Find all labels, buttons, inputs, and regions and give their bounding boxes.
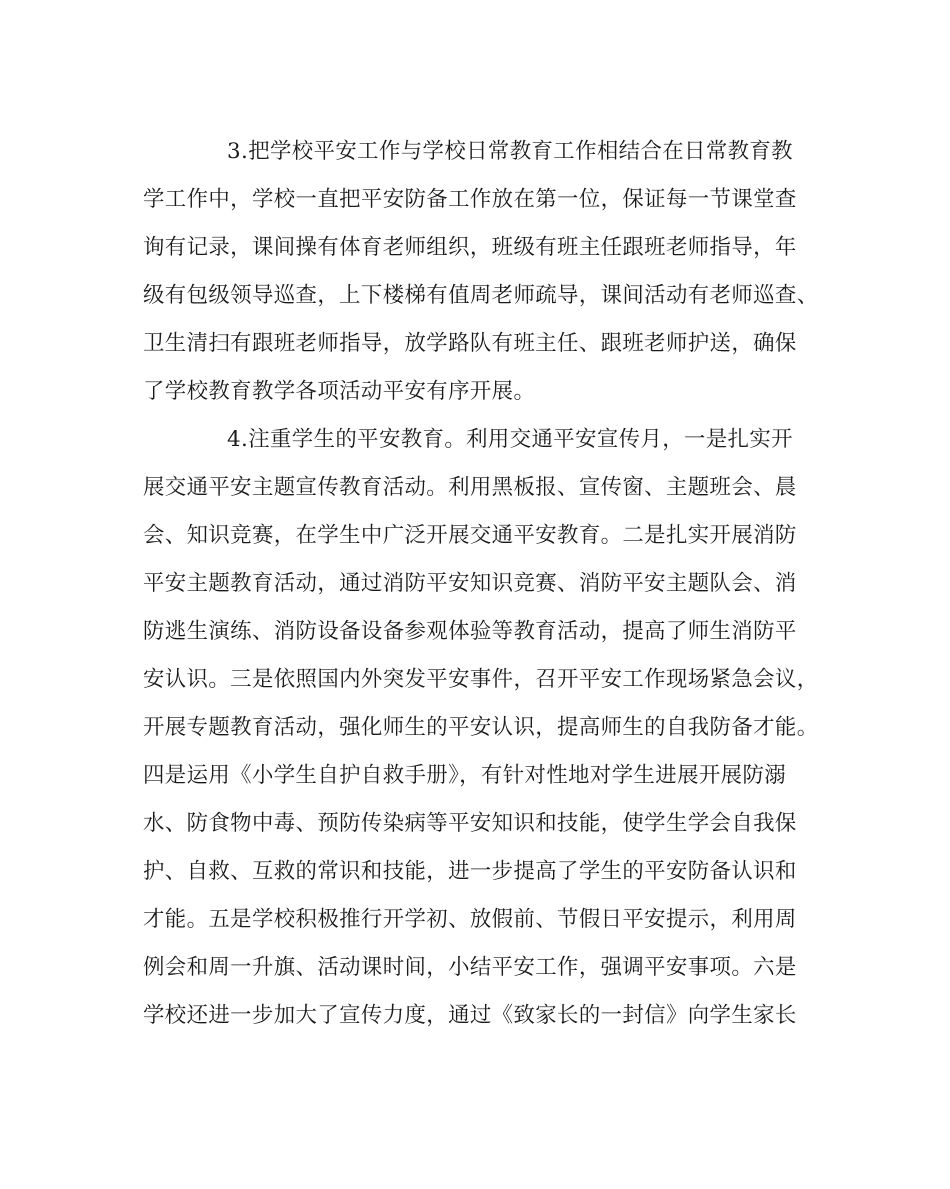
paragraph-3-line: 了学校教育教学各项活动平安有序开展。 <box>143 379 536 404</box>
paragraph-4-line: 防逃生演练、消防设备设备参观体验等教育活动，提高了师生消防平 <box>143 619 797 644</box>
paragraph-3-line: 学工作中，学校一直把平安防备工作放在第一位，保证每一节课堂查 <box>143 187 797 212</box>
paragraph-3-line: 询有记录，课间操有体育老师组织，班级有班主任跟班老师指导，年 <box>143 235 797 260</box>
paragraph-4-line: 学校还进一步加大了宣传力度，通过《致家长的一封信》向学生家长 <box>143 1003 797 1028</box>
paragraph-4-line: 会、知识竞赛，在学生中广泛开展交通平安教育。二是扎实开展消防 <box>143 523 797 548</box>
document-body <box>143 128 819 1040</box>
paragraph-4-line: 例会和周一升旗、活动课时间，小结平安工作，强调平安事项。六是 <box>143 955 797 980</box>
paragraph-4-line: 水、防食物中毒、预防传染病等平安知识和技能，使学生学会自我保 <box>143 811 797 836</box>
paragraph-4-line: 平安主题教育活动，通过消防平安知识竞赛、消防平安主题队会、消 <box>143 571 797 596</box>
paragraph-3-line: 级有包级领导巡查，上下楼梯有值周老师疏导，课间活动有老师巡查、 <box>143 283 819 308</box>
paragraph-4-line: 4.注重学生的平安教育。利用交通平安宣传月，一是扎实开 <box>227 427 793 452</box>
paragraph-4-line: 四是运用《小学生自护自救手册》，有针对性地对学生进展开展防溺 <box>143 763 787 788</box>
paragraph-4-line: 开展专题教育活动，强化师生的平安认识，提高师生的自我防备才能。 <box>143 715 819 740</box>
paragraph-4-line: 才能。五是学校积极推行开学初、放假前、节假日平安提示，利用周 <box>143 907 797 932</box>
paragraph-4-line: 安认识。三是依照国内外突发平安事件，召开平安工作现场紧急会议， <box>143 667 819 692</box>
paragraph-3-line: 卫生清扫有跟班老师指导，放学路队有班主任、跟班老师护送，确保 <box>143 331 797 356</box>
paragraph-4-line: 展交通平安主题宣传教育活动。利用黑板报、宣传窗、主题班会、晨 <box>143 475 797 500</box>
paragraph-3-line: 3.把学校平安工作与学校日常教育工作相结合在日常教育教 <box>227 139 793 164</box>
paragraph-4-line: 护、自救、互救的常识和技能，进一步提高了学生的平安防备认识和 <box>143 859 797 884</box>
